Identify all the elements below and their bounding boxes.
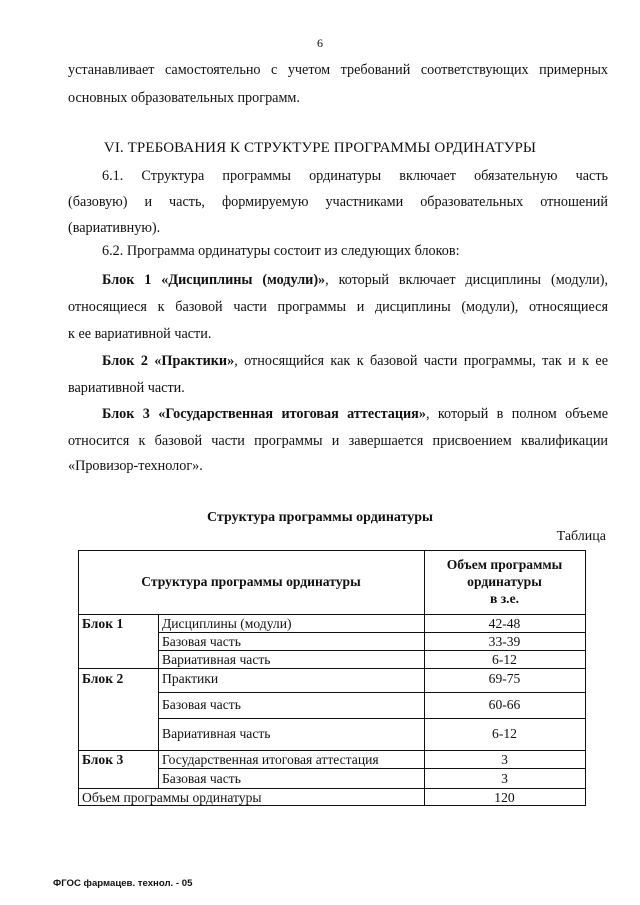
row-value: 3 [501,771,508,786]
row-name: Вариативная часть [162,652,271,667]
table-rule [158,718,586,719]
intro-line-2: основных образовательных программ. [68,90,300,106]
header-volume-line-2: ординатуры [467,574,542,589]
footer-code: ФГОС фармацев. технол. - 05 [53,878,193,889]
para-6-1-line-1: 6.1. Структура программы ординатуры включает обязательную часть [102,168,608,184]
row-name: Дисциплины (модули) [162,616,292,631]
block1-text: , который включает дисциплины (модули), [325,272,608,288]
table-label: Таблица [556,529,606,544]
block1-line-1 [102,272,608,289]
row-name: Практики [162,671,219,686]
row-name: Базовая часть [162,634,241,649]
row-name: Базовая часть [162,771,241,786]
table-rule [158,768,586,769]
table-rule [78,550,586,551]
row-value: 60-66 [488,697,521,712]
row-name: Государственная итоговая аттестация [162,752,379,767]
block2-line-2: вариативной части. [68,380,185,396]
block1-line-3: к ее вариативной части. [68,326,212,342]
block2-text: , относящийся как к базовой части программы, так и к ее [234,353,608,369]
header-volume-line-1: Объем программы [446,557,563,572]
section-heading: VI. ТРЕБОВАНИЯ К СТРУКТУРЕ ПРОГРАММЫ ОРДИНАТУРЫ [103,140,537,156]
para-6-1-line-3: (вариативную). [68,220,161,236]
table-rule [78,668,586,669]
row-value: 69-75 [488,671,521,686]
page-number: 6 [317,36,323,50]
row-name: Вариативная часть [162,726,271,741]
row-value: 3 [501,752,508,767]
table-rule [585,550,586,806]
row-block-label: Блок 1 [82,616,124,631]
table-title: Структура программы ординатуры [207,510,433,525]
block3-text: , который в полном объеме [425,406,608,422]
row-value: 6-12 [492,652,517,667]
table-rule [158,692,586,693]
row-name: Базовая часть [162,697,241,712]
row-value: 42-48 [488,616,521,631]
block3-line-1 [102,406,608,423]
block3-line-2: относится к базовой части программы и завершается присвоением квалификации [68,433,608,449]
block3-line-3: «Провизор-технолог». [68,458,203,474]
block2-title: Блок 2 «Практики» [102,353,235,369]
header-volume-line-3: в з.е. [489,591,520,606]
para-6-2: 6.2. Программа ординатуры состоит из следующих блоков: [102,243,460,259]
row-block-label: Блок 3 [82,752,124,767]
block1-title: Блок 1 «Дисциплины (модули)» [102,272,326,288]
row-value: 6-12 [492,726,517,741]
block1-line-2: относящиеся к базовой части программы и дисциплины (модули), относящиеся [68,299,608,315]
total-value: 120 [494,790,515,805]
block2-line-1 [102,353,608,370]
structure-table [78,550,586,806]
intro-line-1: устанавливает самостоятельно с учетом требований соответствующих примерных [68,62,608,78]
header-structure: Структура программы ординатуры [141,574,361,589]
total-label: Объем программы ординатуры [82,790,262,805]
row-block-label: Блок 2 [82,671,124,686]
para-6-1-line-2: (базовую) и часть, формируемую участниками образовательных отношений [68,194,608,210]
block3-title: Блок 3 «Государственная итоговая аттестация» [102,406,426,422]
table-rule [158,614,159,788]
row-value: 33-39 [488,634,521,649]
